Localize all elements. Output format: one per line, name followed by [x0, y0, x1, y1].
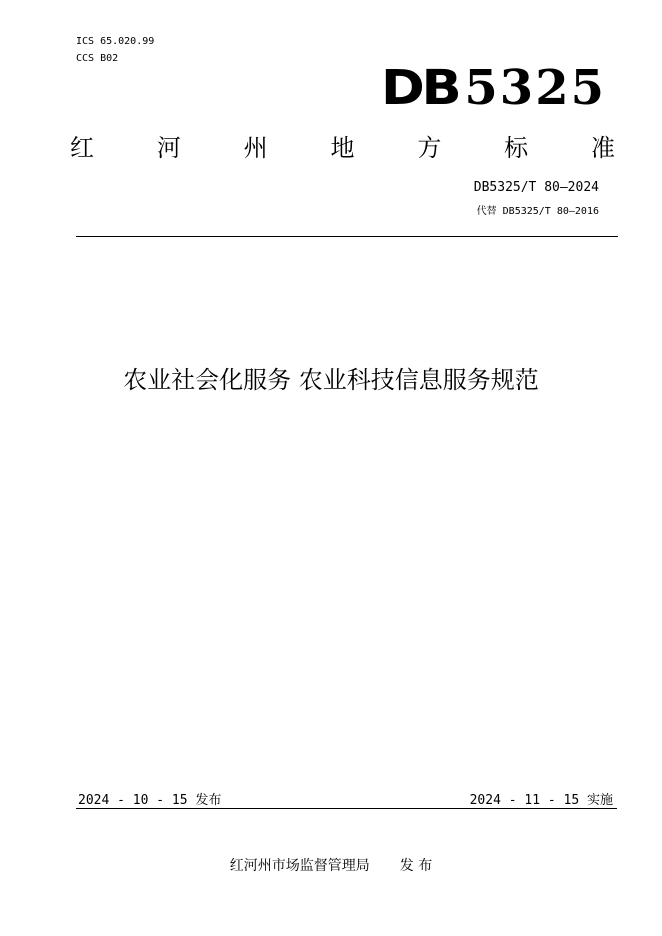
- issuer-name: 红河州市场监督管理局: [229, 858, 370, 874]
- ics-code: ICS 65.020.99: [76, 36, 155, 47]
- db-logo: [380, 60, 606, 116]
- logo-number: 5325: [464, 60, 606, 116]
- standard-type-char: 地: [330, 134, 355, 162]
- standard-type-char: 标: [504, 134, 529, 162]
- standard-type-char: 准: [590, 134, 615, 162]
- standard-type-char: 方: [417, 134, 442, 162]
- logo-letters: DB: [380, 60, 459, 116]
- ccs-code: CCS B02: [76, 53, 119, 64]
- replaces-note: 代替 DB5325/T 80—2016: [476, 206, 599, 217]
- issue-label: 发 布: [399, 858, 433, 874]
- document-title: 农业社会化服务 农业科技信息服务规范: [123, 366, 539, 394]
- standard-type-title: [70, 128, 615, 163]
- standard-type-char: 河: [156, 134, 181, 162]
- standard-type-char: 红: [70, 134, 94, 162]
- classification-codes: [76, 33, 154, 67]
- document-number: DB5325/T 80—2024: [473, 180, 599, 195]
- standard-type-char: 州: [243, 134, 268, 162]
- footer-divider: [76, 808, 617, 809]
- header-divider: [76, 236, 618, 237]
- publish-date: 2024 - 10 - 15 发布: [78, 793, 222, 808]
- implement-date: 2024 - 11 - 15 实施: [469, 793, 613, 808]
- issuer-line: [0, 855, 662, 875]
